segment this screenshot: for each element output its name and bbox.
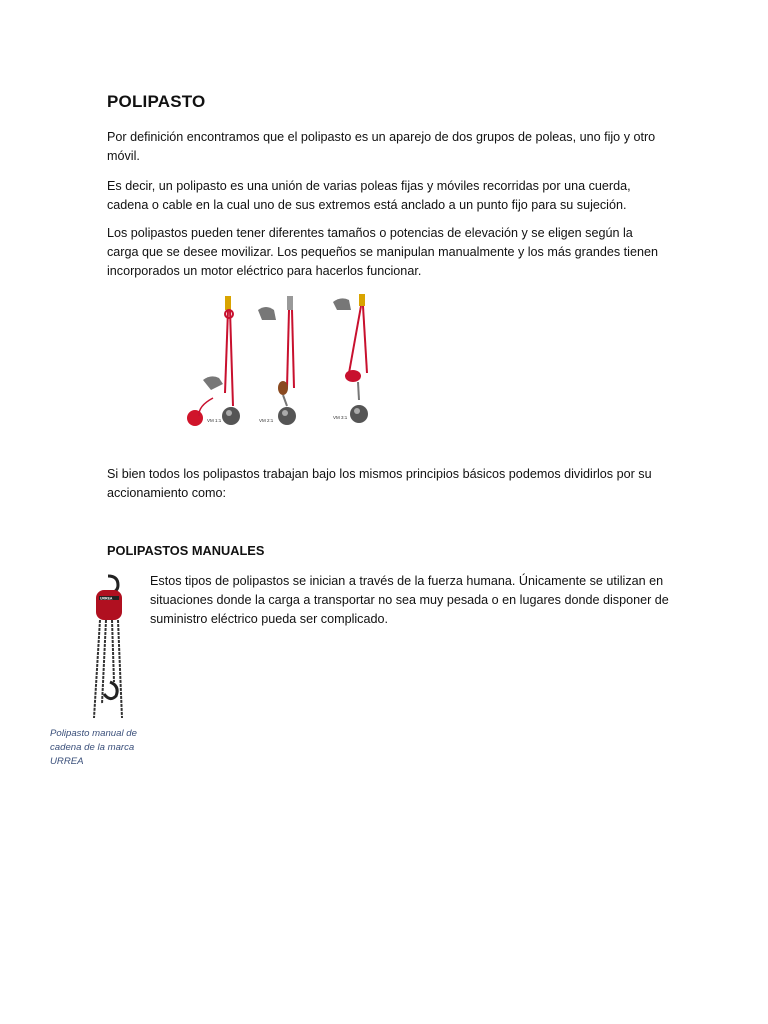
paragraph-sizes: Los polipastos pueden tener diferentes tamaños o potencias de elevación y se eligen según la carga que se desee movilizar. Los pequeños se manipulan manualmente y los más grandes tienen incorporados un motor eléctrico para hacerlos funcionar.	[107, 226, 658, 278]
pulley-system-2	[258, 296, 296, 425]
pulley-system-3	[333, 294, 368, 423]
section-heading: POLIPASTOS MANUALES	[107, 543, 265, 558]
urrea-logo: URREA	[100, 596, 113, 601]
image-caption: Polipasto manual de cadena de la marca URREA	[50, 728, 137, 767]
chain-hoist-image	[80, 572, 134, 722]
paragraph-description: Es decir, un polipasto es una unión de varias poleas fijas y móviles recorridas por una cuerda, cadena o cable en la cual uno de sus extremos está anclado a un punto fijo para su sujeción.	[107, 179, 631, 212]
paragraph-manual-hoists: Estos tipos de polipastos se inician a través de la fuerza humana. Únicamente se utilizan en situaciones donde la carga a transportar no sea muy pesada o en lugares donde disponer de suministro eléctrico pueda ser complicado.	[150, 574, 669, 626]
page-title: POLIPASTO	[107, 92, 206, 111]
paragraph-classification: Si bien todos los polipastos trabajan bajo los mismos principios básicos podemos dividirlos por su accionamiento como:	[107, 467, 652, 500]
pulley-diagram	[183, 288, 393, 433]
pulley-system-1	[187, 296, 240, 426]
diagram-label: VM 2:1	[259, 418, 274, 423]
diagram-label: VM 1:1	[207, 418, 222, 423]
diagram-label: VM 3:1	[333, 415, 348, 420]
paragraph-definition: Por definición encontramos que el polipasto es un aparejo de dos grupos de poleas, uno fijo y otro móvil.	[107, 130, 656, 163]
